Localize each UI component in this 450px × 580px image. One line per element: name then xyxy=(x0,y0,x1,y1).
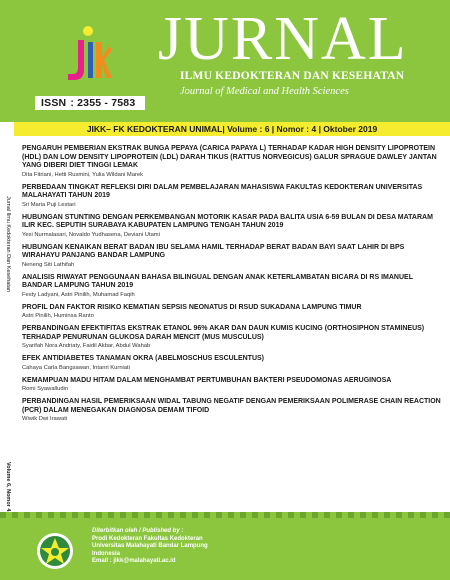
article-item[interactable] xyxy=(22,274,442,299)
article-item[interactable] xyxy=(22,184,442,209)
article-authors: Dita Fitriani, Hetti Rusmini, Yulia Wildani Marek xyxy=(22,171,144,178)
article-title: KEMAMPUAN MADU HITAM DALAM MENGHAMBAT PERTUMBUHAN BAKTERI PSEUDOMONAS AERUGINOSA xyxy=(22,376,392,384)
article-authors: Yesi Nurmalasari, Novaldo Yudhasena, Deviani Utami xyxy=(22,231,160,238)
article-authors: Cahaya Carla Bangsawan, Intanri Kurniati xyxy=(22,364,130,371)
article-title: ANALISIS RIWAYAT PENGGUNAAN BAHASA BILINGUAL DENGAN ANAK KETERLAMBATAN BICARA DI RS IMANUEL BANDAR LAMPUNG TAHUN 2019 xyxy=(22,273,413,289)
cover-footer xyxy=(0,512,450,580)
publisher-line-1: Diterbitkan oleh / Published by : xyxy=(92,528,184,534)
article-item[interactable] xyxy=(22,355,442,372)
article-item[interactable] xyxy=(22,304,442,321)
article-title: HUBUNGAN STUNTING DENGAN PERKEMBANGAN MOTORIK KASAR PADA BALITA USIA 6-59 BULAN DI DESA MATARAM ILIR KEC. SEPUTIH SURABAYA KABUPATEN LAMPUNG TENGAH TAHUN 2019 xyxy=(22,213,433,229)
publisher-line-4: Indonesia xyxy=(92,550,121,557)
article-authors: Astri Pinilih, Huminsa Ranto xyxy=(22,313,94,319)
side-spine xyxy=(0,122,14,512)
article-authors: Neneng Siti Lathifah xyxy=(22,261,75,268)
article-item[interactable] xyxy=(22,145,442,179)
jikk-logo-icon xyxy=(62,24,112,86)
article-list xyxy=(22,145,442,428)
article-item[interactable] xyxy=(22,377,442,394)
article-title: PROFIL DAN FAKTOR RISIKO KEMATIAN SEPSIS NEONATUS DI RSUD SUKADANA LAMPUNG TIMUR xyxy=(22,303,362,311)
article-title: EFEK ANTIDIABETES TANAMAN OKRA (ABELMOSCHUS ESCULENTUS) xyxy=(22,355,265,362)
article-authors: Wiwik Dwi Irawati xyxy=(22,416,68,422)
issn-label-box xyxy=(35,96,145,110)
article-authors: Sri Maria Puji Lestari xyxy=(22,201,76,208)
article-authors: Romi Syawalludin xyxy=(22,386,69,392)
article-item[interactable] xyxy=(22,325,442,350)
article-title: PENGARUH PEMBERIAN EKSTRAK BUNGA PEPAYA (CARICA PAPAYA L) TERHADAP KADAR HIGH DENSITY LIPOPROTEIN (HDL) DAN LOW DENSITY LIPOPROTEIN (LDL) DARAH TIKUS (RATTUS NORVEGICUS) GALUR SPRAGUE DAWLEY JANTAN YANG DIBERI DIET TINGGI LEMAK xyxy=(22,145,437,169)
article-item[interactable] xyxy=(22,398,442,423)
footer-pattern xyxy=(0,512,450,518)
article-title: PERBANDINGAN EFEKTIFITAS EKSTRAK ETANOL 96% AKAR DAN DAUN KUMIS KUCING (ORTHOSIPHON STAMINEUS) TERHADAP PENURUNAN GLUKOSA DARAH MENCIT (MUS MUSCULUS) xyxy=(22,325,425,341)
issue-banner: JIKK– FK KEDOKTERAN UNIMAL| Volume : 6 | Nomor : 4 | Oktober 2019 xyxy=(14,122,450,136)
publisher-info xyxy=(92,528,208,566)
article-item[interactable] xyxy=(22,214,442,239)
university-logo-icon xyxy=(36,532,74,570)
spine-journal-name: Jurnal Ilmu Kedokteran Dan Kesehatan xyxy=(5,196,11,293)
article-authors: Festy Ladyani, Astri Pinilih, Muhamad Faqih xyxy=(22,291,135,298)
article-title: HUBUNGAN KENAIKAN BERAT BADAN IBU SELAMA HAMIL TERHADAP BERAT BADAN BAYI SAAT LAHIR DI BPS WIRAHAYU PANJANG BANDAR LAMPUNG xyxy=(22,243,405,259)
article-title: PERBEDAAN TINGKAT REFLEKSI DIRI DALAM PEMBELAJARAN MAHASISWA FAKULTAS KEDOKTERAN UNIVERSITAS MALAHAYATI TAHUN 2019 xyxy=(22,183,423,199)
article-item[interactable] xyxy=(22,244,442,269)
issn-number: : 2355 - 7583 xyxy=(70,97,136,109)
issn-label: ISSN xyxy=(41,97,67,109)
journal-subtitle-english: Journal of Medical and Health Sciences xyxy=(180,86,349,97)
cover-header xyxy=(0,0,450,122)
journal-title: JURNAL xyxy=(158,5,408,73)
publisher-email[interactable]: Email : jikk@malahayati.ac.id xyxy=(92,558,176,565)
publisher-line-3: Universitas Malahayati Bandar Lampung xyxy=(92,543,208,550)
article-title: PERBANDINGAN HASIL PEMERIKSAAN WIDAL TABUNG NEGATIF DENGAN PEMERIKSAAN POLIMERASE CHAIN REACTION (PCR) DALAM MENEGAKAN DIAGNOSA DEMAM TIFOID xyxy=(22,398,441,414)
journal-subtitle: ILMU KEDOKTERAN DAN KESEHATAN xyxy=(180,70,405,82)
article-authors: Syarifah Nora Andriaty, Faidil Akbar, Abdul Wahab xyxy=(22,343,151,349)
publisher-line-2: Prodi Kedokteran Fakultas Kedokteran xyxy=(92,535,203,542)
